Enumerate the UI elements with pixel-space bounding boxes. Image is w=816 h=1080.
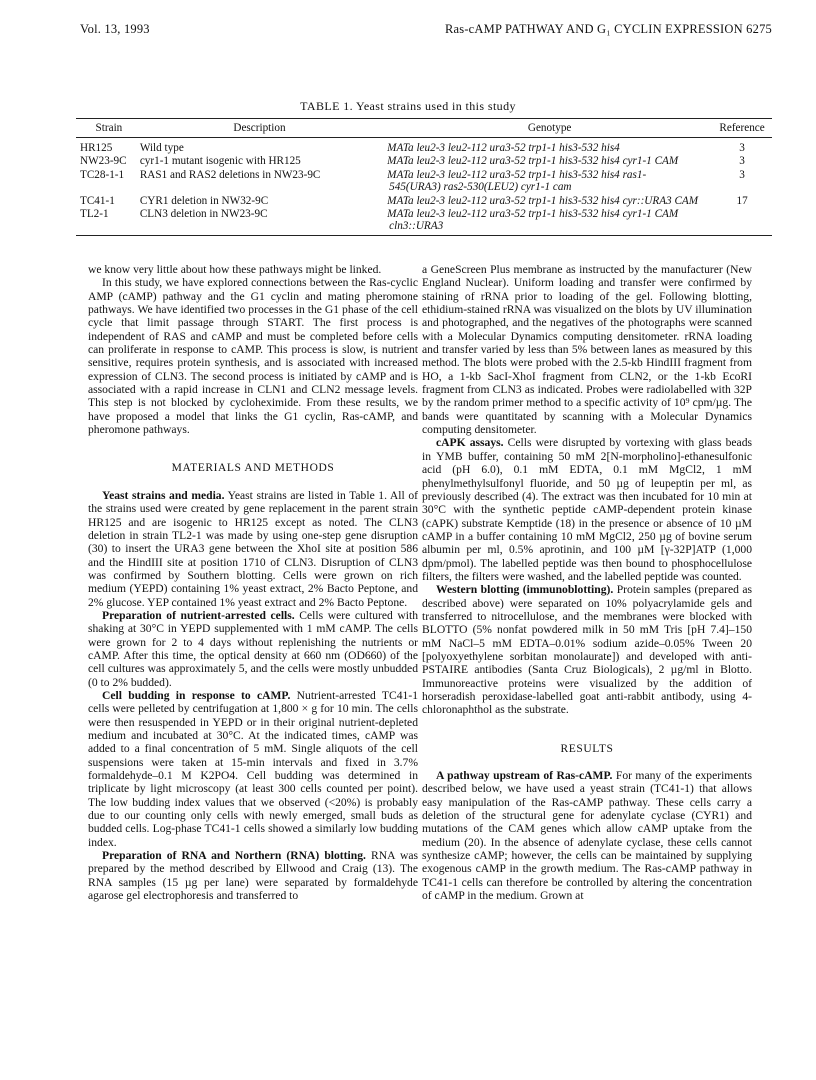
cell-genotype: MATa leu2-3 leu2-112 ura3-52 trp1-1 his3-532 his4 cyr1-1 CAM	[387, 155, 679, 168]
paragraph-body: Nutrient-arrested TC41-1 cells were pelleted by centrifugation at 1,800 × g for 10 min. The cells were then resuspended in YEPD or in their original nutrient-depleted medium and incubated at 30°C. At the indicated times, cAMP was added to a final concentration of 5 mM. Single aliquots of the cell suspensions were taken at 15-min intervals and fixed in 3.7% formaldehyde–0.1 M K2PO4. Cell budding was determined in triplicate by light microscopy (at least 300 cells counted per point). The low budding index values that we observed (<20%) is probably due to our counting only cells with newly emerged, small buds as budded cells. Log-phase TC41-1 cells showed a similarly low budding index.	[88, 688, 418, 849]
strain-table	[76, 118, 772, 236]
paragraph	[88, 609, 418, 689]
paragraph: a GeneScreen Plus membrane as instructed by the manufacturer (New England Nuclear). Uniform loading and transfer were confirmed by staining of rRNA prior to loading of the gel. Following blotting, ethidium-stained rRNA was visualized on the blots by UV illumination and photographed, and the negatives of the photographs were scanned with a Molecular Dynamics computing densitometer. rRNA loading and transfer varied by less than 5% between lanes as measured by this method. The blots were probed with the 2.5-kb HindIII fragment from HO, a 1-kb SacI-XhoI fragment from CLN2, or the 1-kb EcoRI fragment from CLN3 as indicated. Probes were radiolabelled with 32P by the random primer method to a specific activity of 10⁹ cpm/µg. The bands were quantitated by scanning with a Molecular Dynamics computing densitometer.	[422, 263, 752, 437]
cell-reference: 3	[739, 141, 745, 154]
paragraph-body: For many of the experiments described below, we have used a yeast strain (TC41-1) that allows easy manipulation of the Ras-cAMP pathway. These cells carry a deletion of the structural gene for adenylate cyclase (CYR1) and mutations of the CAM genes which allow cAMP uptake from the medium (20). In the absence of adenylate cyclase, these cells cannot synthesize cAMP; however, the cells can be maintained by supplying exogenous cAMP in the growth medium. The Ras-cAMP pathway in TC41-1 cells can therefore be controlled by altering the concentration of cAMP in the medium. Grown at	[422, 769, 752, 903]
left-column	[88, 263, 418, 902]
header-strain: Strain	[95, 122, 123, 134]
paragraph	[422, 769, 752, 902]
subsection-heading: Yeast strains and media.	[102, 488, 225, 502]
cell-genotype: MATa leu2-3 leu2-112 ura3-52 trp1-1 his3-532 his4	[387, 141, 620, 154]
cell-genotype	[379, 208, 712, 233]
cell-strain: HR125	[80, 141, 113, 154]
paragraph: we know very little about how these pathways might be linked.	[88, 263, 382, 276]
table-header-rule	[76, 137, 772, 138]
cell-genotype: MATa leu2-3 leu2-112 ura3-52 trp1-1 his3-532 his4 cyr::URA3 CAM	[387, 194, 699, 207]
section-heading-methods: MATERIALS AND METHODS	[171, 462, 335, 475]
paragraph-body: Yeast strains are listed in Table 1. All of the strains used were created by gene replacement in the parent strain HR125 and are isogenic to HR125 except as noted. The CLN3 deletion in strain TL2-1 was made by using one-step gene disruption (30) to insert the URA3 gene between the XhoI site at position 586 and the HindIII site at position 1710 of CLN3. Disruption of CLN3 was confirmed by Southern blotting. Cells were grown on rich medium (YEPD) containing 1% yeast extract, 2% Bacto Peptone, and 2% glucose. YEP contained 1% yeast extract and 2% Bacto Peptone.	[88, 488, 418, 609]
paragraph-body: Protein samples (prepared as described above) were separated on 10% polyacrylamide gels and transferred to nitrocellulose, and the membranes were blocked with BLOTTO (5% nonfat powdered milk in 50 mM Tris [pH 7.4]–150 mM NaCl–5 mM EDTA–0.01% sodium azide–0.05% Tween 20 [polyoxyethylene sorbitan monolaurate]) and developed with anti-PSTAIRE antibodies (Santa Cruz Biologicals), 2 µg/ml in Blotto. Immunoreactive proteins were visualized by the addition of horseradish peroxidase-labelled goat anti-rabbit antibody, using 4-chloronaphthol as the substrate.	[422, 583, 752, 717]
cell-genotype-line1: MATa leu2-3 leu2-112 ura3-52 trp1-1 his3-532 his4 cyr1-1 CAM	[387, 207, 679, 220]
cell-description: CYR1 deletion in NW32-9C	[139, 194, 269, 207]
cell-reference: 17	[736, 194, 748, 207]
subsection-heading: Cell budding in response to cAMP.	[102, 688, 291, 702]
table-row	[76, 194, 772, 207]
paragraph	[88, 849, 418, 902]
cell-strain: TL2-1	[80, 207, 109, 220]
right-column	[422, 263, 752, 902]
cell-strain: TC41-1	[80, 194, 115, 207]
header-genotype: Genotype	[527, 122, 572, 134]
paragraph	[422, 436, 752, 583]
cell-strain: NW23-9C	[80, 155, 127, 168]
cell-strain: TC28-1-1	[80, 168, 125, 181]
table-bottom-rule	[76, 235, 772, 236]
paragraph-body: Cells were cultured with shaking at 30°C in YEPD supplemented with 1 mM cAMP. The cells were grown for 2 to 4 days without replenishing the nutrients or cAMP. After this time, the optical density at 660 nm (OD660) of the cell cultures was approximately 5, and the cells were mostly unbudded (0 to 2% budded).	[88, 608, 419, 689]
cell-description: cyr1-1 mutant isogenic with HR125	[139, 155, 301, 168]
paragraph: In this study, we have explored connections between the Ras-cyclic AMP (cAMP) pathway and the G1 cyclin and mating pheromone pathways. We have identified two processes in the G1 phase of the cell cycle that limit passage through START. The first process is independent of RAS and cAMP and must be completed before cells can proliferate in response to cAMP. This process is slow, is nutrient sensitive, requires protein synthesis, and is associated with increased expression of CLN3. The second process is initiated by cAMP and is associated with a rapid increase in CLN1 and CLN2 message levels. This step is not blocked by cycloheximide. From these results, we have proposed a model that links the G1 cyclin, Ras-cAMP, and pheromone pathways.	[88, 276, 418, 437]
cell-reference	[712, 208, 772, 233]
header-description: Description	[233, 122, 286, 134]
subsection-heading: A pathway upstream of Ras-cAMP.	[436, 769, 613, 783]
subsection-heading: cAPK assays.	[436, 436, 504, 450]
paragraph-body: Cells were disrupted by vortexing with glass beads in YMB buffer, containing 50 mM 2[N-morpholino]-ethanesulfonic acid (pH 6.0), 0.1 mM EDTA, 0.1 mM MgCl2, 1 mM phenylmethylsulfonyl fluoride, and 50 µg of leupeptin per ml, as previously described (4). The extract was then incubated for 10 min at 30°C with the synthetic peptide cAMP-dependent protein kinase (cAPK) substrate Kemptide (18) in the presence or absence of 10 µM cAMP in a buffer containing 10 mM MgCl2, 250 µg of bovine serum albumin per ml, 0.5% aprotinin, and 100 µM [γ-32P]ATP (1,000 dpm/pmol). The labelled peptide was then bound to phosphocellulose filters, the filters were washed, and the labelled peptide was counted.	[422, 436, 752, 583]
paragraph	[88, 489, 418, 609]
cell-genotype-line2: 545(URA3) ras2-530(LEU2) cyr1-1 cam	[389, 181, 572, 194]
cell-description: Wild type	[139, 141, 184, 154]
running-head-volume: Vol. 13, 1993	[80, 22, 150, 36]
paragraph	[422, 583, 752, 716]
table-row	[76, 155, 772, 168]
section-heading-results: RESULTS	[560, 742, 614, 755]
table-header	[76, 119, 772, 137]
cell-description: CLN3 deletion in NW23-9C	[139, 207, 268, 220]
cell-description: RAS1 and RAS2 deletions in NW23-9C	[139, 168, 321, 181]
cell-reference: 3	[739, 168, 745, 181]
table-row	[76, 207, 772, 233]
table-row	[76, 168, 772, 194]
table-row	[76, 141, 772, 154]
cell-genotype-line1: MATa leu2-3 leu2-112 ura3-52 trp1-1 his3-532 his4 ras1-	[387, 168, 647, 181]
cell-genotype	[379, 169, 712, 194]
header-reference: Reference	[719, 122, 765, 134]
paragraph	[88, 689, 418, 849]
cell-genotype-line2: cln3::URA3	[389, 220, 444, 233]
table-title: TABLE 1. Yeast strains used in this study	[300, 99, 516, 113]
subsection-heading: Preparation of RNA and Northern (RNA) blotting.	[102, 849, 366, 863]
running-head-title: Ras-cAMP PATHWAY AND G₁ CYCLIN EXPRESSION 6275	[444, 22, 772, 36]
cell-reference: 3	[739, 155, 745, 168]
paragraph-body: RNA was prepared by the method described by Ellwood and Craig (13). The RNA samples (15 µg per lane) were separated by formaldehyde agarose gel electrophoresis and transferred to	[88, 849, 418, 903]
subsection-heading: Preparation of nutrient-arrested cells.	[102, 608, 295, 622]
subsection-heading: Western blotting (immunoblotting).	[436, 583, 614, 597]
